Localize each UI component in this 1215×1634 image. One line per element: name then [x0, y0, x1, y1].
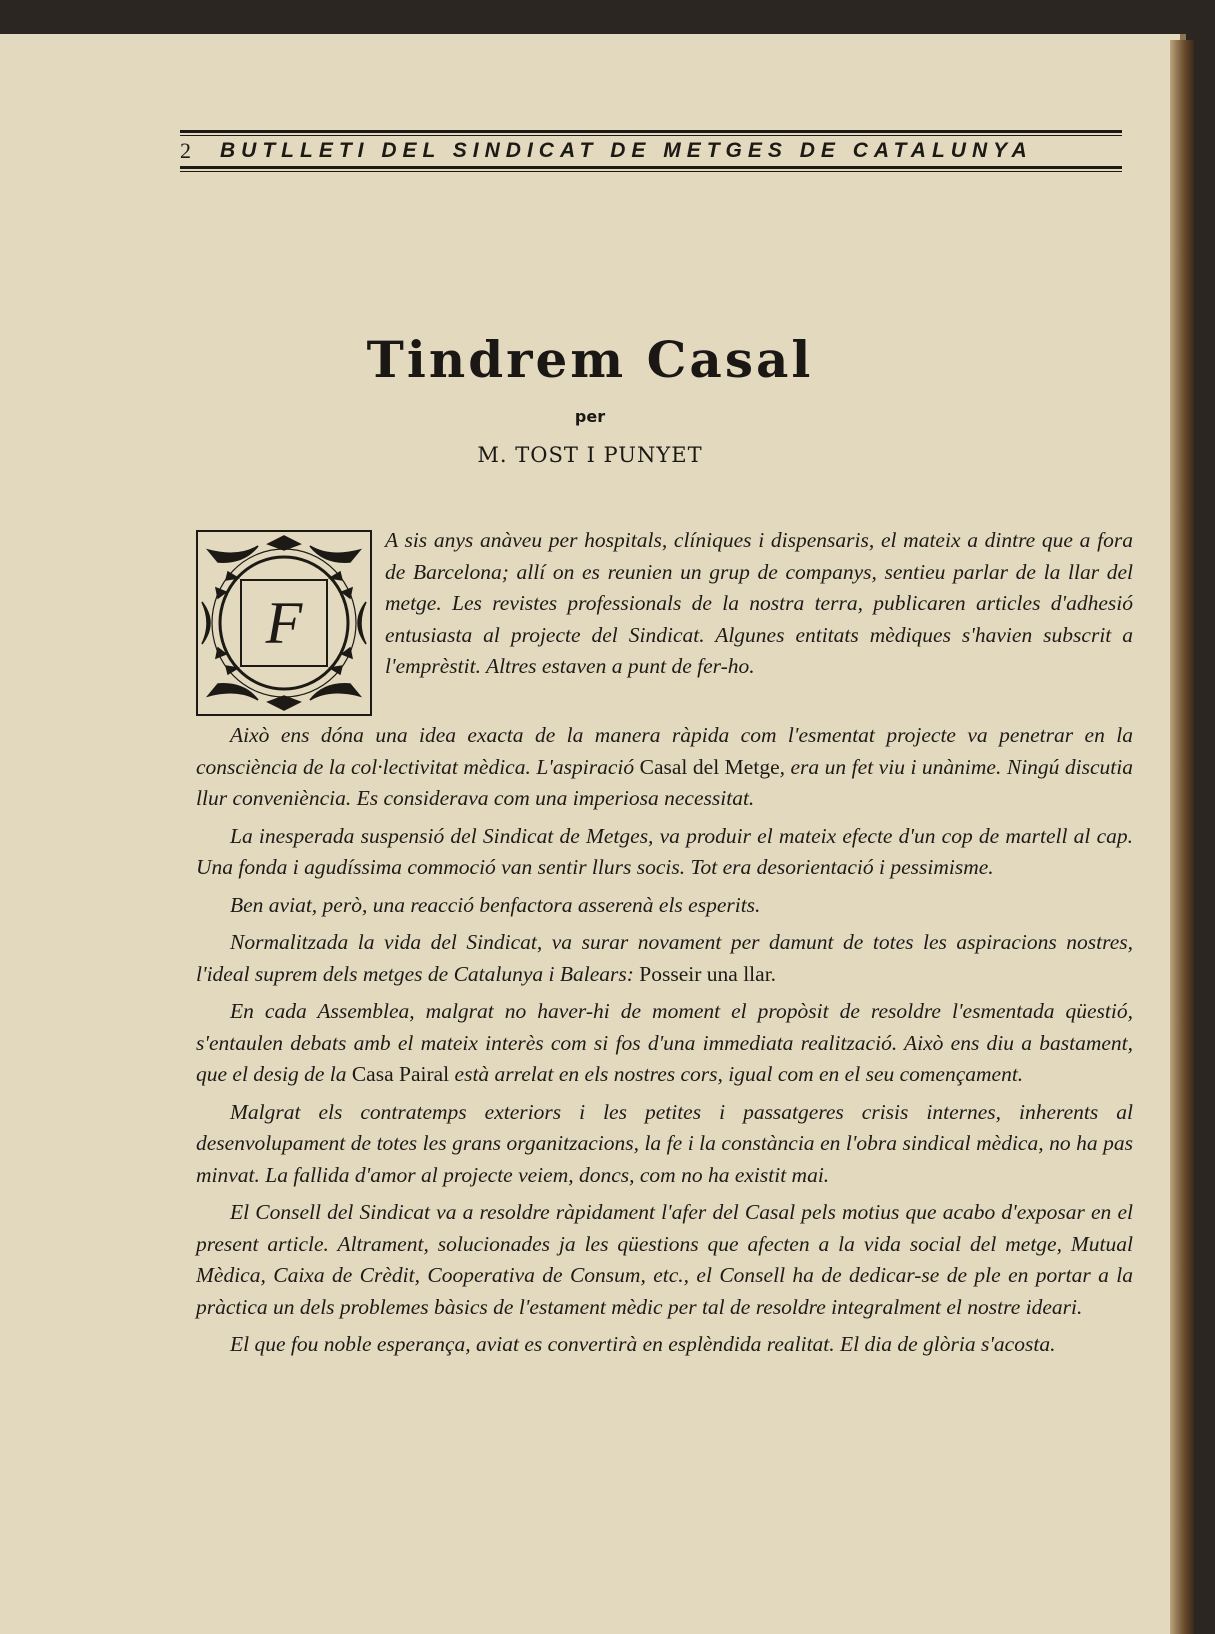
paragraph-6-text-a: En cada Assemblea, malgrat no haver-hi de moment el propòsit de resoldre l'esmentada qüestió, s'entaulen debats amb el mateix interès com si fos d'una immediata realització. Això ens diu a bastament, que el desig de la — [196, 999, 1133, 1086]
lead-paragraph: A sis anys anàveu per hospitals, clíniques i dispensaris, el mateix a dintre que a fora de Barcelona; allí on es reunien un grup de companys, sentieu parlar de la llar del metge. Les revistes professionals de la nostra terra, publicaren articles d'adhesió entusiasta al projecte del Sindicat. Algunes entitats mèdiques s'havien subscrit a l'emprèstit. Altres estaven a punt de fer-ho. — [385, 528, 1133, 678]
header-rule-bottom — [180, 166, 1122, 169]
running-title: BUTLLETI DEL SINDICAT DE METGES DE CATALUNYA — [220, 139, 1033, 162]
paragraph-8: El Consell del Sindicat va a resoldre ràpidament l'afer del Casal pels motius que acabo d'exposar en el present article. Altrament, solucionades ja les qüestions que afecten a la vida social del metge, Mutual Mèdica, Caixa de Crèdit, Cooperativa de Consum, etc., el Consell ha de dedicar-se de ple en portar a la pràctica un dels problemes bàsics de l'estament mèdic per tal de resoldre integralment el nostre ideari. — [196, 1200, 1133, 1319]
paragraph-5 — [196, 927, 1133, 990]
header-rule-top — [180, 130, 1122, 133]
article-body — [196, 720, 1133, 1367]
article-title: Tindrem Casal — [366, 330, 814, 389]
drop-cap-ornament — [196, 530, 372, 716]
paragraph-3: La inesperada suspensió del Sindicat de Metges, va produir el mateix efecte d'un cop de martell al cap. Una fonda i agudíssima commoció van sentir llurs socis. Tot era desorientació i pessimisme. — [196, 823, 1133, 879]
paragraph-2-text-a: Això ens dóna una idea exacta de la manera ràpida com l'esmentat projecte va penetrar en la consciència de la col·lectivitat mèdica. L'aspiració — [196, 723, 1133, 779]
paragraph-9: El que fou noble esperança, aviat es convertirà en esplèndida realitat. El dia de glòria s'acosta. — [230, 1332, 1056, 1356]
byline-author: M. TOST I PUNYET — [477, 443, 703, 467]
header-row — [180, 136, 1122, 166]
paragraph-2 — [196, 720, 1133, 815]
header-rule-bottom-thin — [180, 171, 1122, 172]
page-edge — [1170, 40, 1194, 1634]
paragraph-2-text-c: , era un fet viu i unànime. Ningú discutia llur conveniència. Es considerava com una imperiosa necessitat. — [196, 754, 1133, 810]
paragraph-6 — [196, 996, 1133, 1091]
drop-cap-letter: F — [240, 579, 328, 667]
paragraph-5-emphasis: Posseir una llar. — [639, 961, 777, 986]
paragraph-7: Malgrat els contratemps exteriors i les petites i passatgeres crisis internes, inherents al desenvolupament de totes les grans organitzacions, la fe i la constància en l'obra sindical mèdica, no ha pas minvat. La fallida d'amor al projecte veiem, doncs, com no ha existit mai. — [196, 1099, 1133, 1187]
paragraph-2-emphasis: Casal del Metge — [639, 754, 780, 779]
running-header — [180, 130, 1122, 172]
paragraph-6-text-c: està arrelat en els nostres cors, igual com en el seu començament. — [449, 1062, 1024, 1086]
paragraph-4: Ben aviat, però, una reacció benfactora asserenà els esperits. — [230, 892, 761, 917]
paragraph-6-emphasis: Casa Pairal — [351, 1062, 450, 1086]
paragraph-5-text-a: Normalitzada la vida del Sindicat, va surar novament per damunt de totes les aspiracions nostres, l'ideal suprem dels metges de Catalunya i Balears: — [196, 930, 1133, 986]
page-number: 2 — [180, 138, 191, 163]
byline-per: per — [574, 407, 606, 426]
